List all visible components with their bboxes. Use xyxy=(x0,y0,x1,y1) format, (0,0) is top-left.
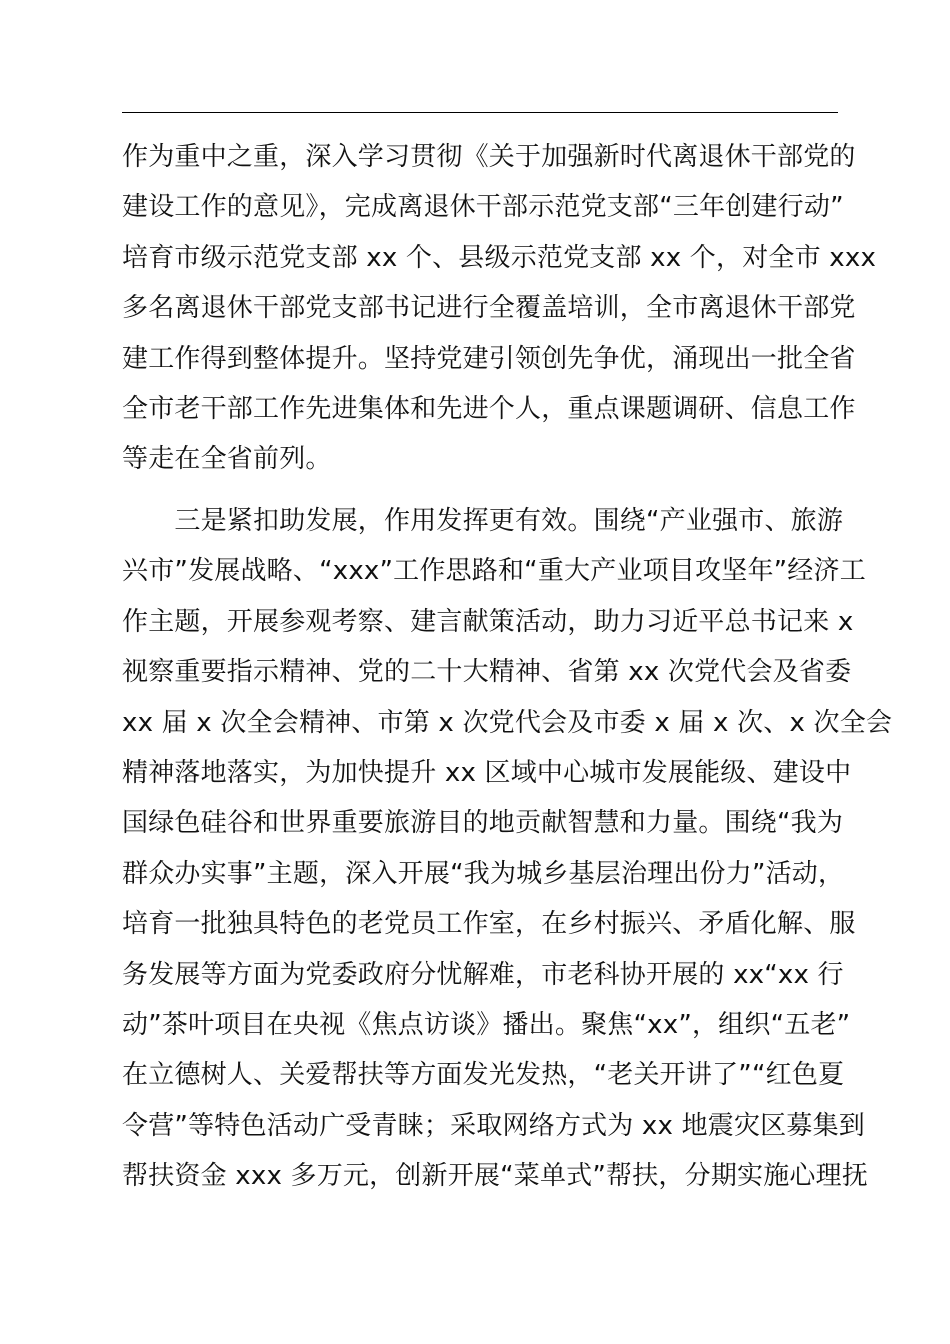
paragraph-line: 群众办实事”主题，深入开展“我为城乡基层治理出份力”活动， xyxy=(122,858,845,889)
paragraph-line: 国绿色硅谷和世界重要旅游目的地贡献智慧和力量。围绕“我为 xyxy=(122,808,844,839)
paragraph-line: 作为重中之重，深入学习贯彻《关于加强新时代离退休干部党的 xyxy=(122,142,856,172)
paragraph-line: 培育市级示范党支部 xx 个、县级示范党支部 xx 个，对全市 xxx xyxy=(122,242,877,273)
paragraph-line: 务发展等方面为党委政府分忧解难，市老科协开展的 xx“xx 行 xyxy=(122,959,844,990)
paragraph-line: 令营”等特色活动广受青睐；采取网络方式为 xx 地震灾区募集到 xyxy=(122,1110,865,1141)
paragraph-line: 视察重要指示精神、党的二十大精神、省第 xx 次党代会及省委 xyxy=(122,657,852,688)
paragraph-line: 三是紧扣助发展，作用发挥更有效。围绕“产业强市、旅游 xyxy=(122,506,844,536)
header-rule xyxy=(122,112,838,113)
paragraph-1 xyxy=(122,132,877,485)
paragraph-line: xx 届 x 次全会精神、市第 x 次党代会及市委 x 届 x 次、x 次全会 xyxy=(122,707,893,738)
paragraph-line: 全市老干部工作先进集体和先进个人，重点课题调研、信息工作 xyxy=(122,393,856,424)
paragraph-2 xyxy=(122,496,893,1201)
paragraph-line: 建工作得到整体提升。坚持党建引领创先争优，涌现出一批全省 xyxy=(122,343,856,374)
paragraph-line: 多名离退休干部党支部书记进行全覆盖培训，全市离退休干部党 xyxy=(122,293,856,324)
paragraph-line: 帮扶资金 xxx 多万元，创新开展“菜单式”帮扶，分期实施心理抚 xyxy=(122,1161,869,1192)
paragraph-line: 建设工作的意见》，完成离退休干部示范党支部“三年创建行动” xyxy=(122,192,844,223)
paragraph-line: 培育一批独具特色的老党员工作室，在乡村振兴、矛盾化解、服 xyxy=(122,909,856,940)
paragraph-line: 兴市”发展战略、“xxx”工作思路和“重大产业项目攻坚年”经济工 xyxy=(122,556,866,587)
paragraph-line: 等走在全省前列。 xyxy=(122,444,332,475)
paragraph-line: 作主题，开展参观考察、建言献策活动，助力习近平总书记来 x xyxy=(122,606,854,637)
paragraph-line: 精神落地落实，为加快提升 xx 区域中心城市发展能级、建设中 xyxy=(122,757,852,788)
paragraph-line: 动”茶叶项目在央视《焦点访谈》播出。聚焦“xx”，组织“五老” xyxy=(122,1009,851,1040)
paragraph-line: 在立德树人、关爱帮扶等方面发光发热，“老关开讲了”“红色夏 xyxy=(122,1060,845,1091)
